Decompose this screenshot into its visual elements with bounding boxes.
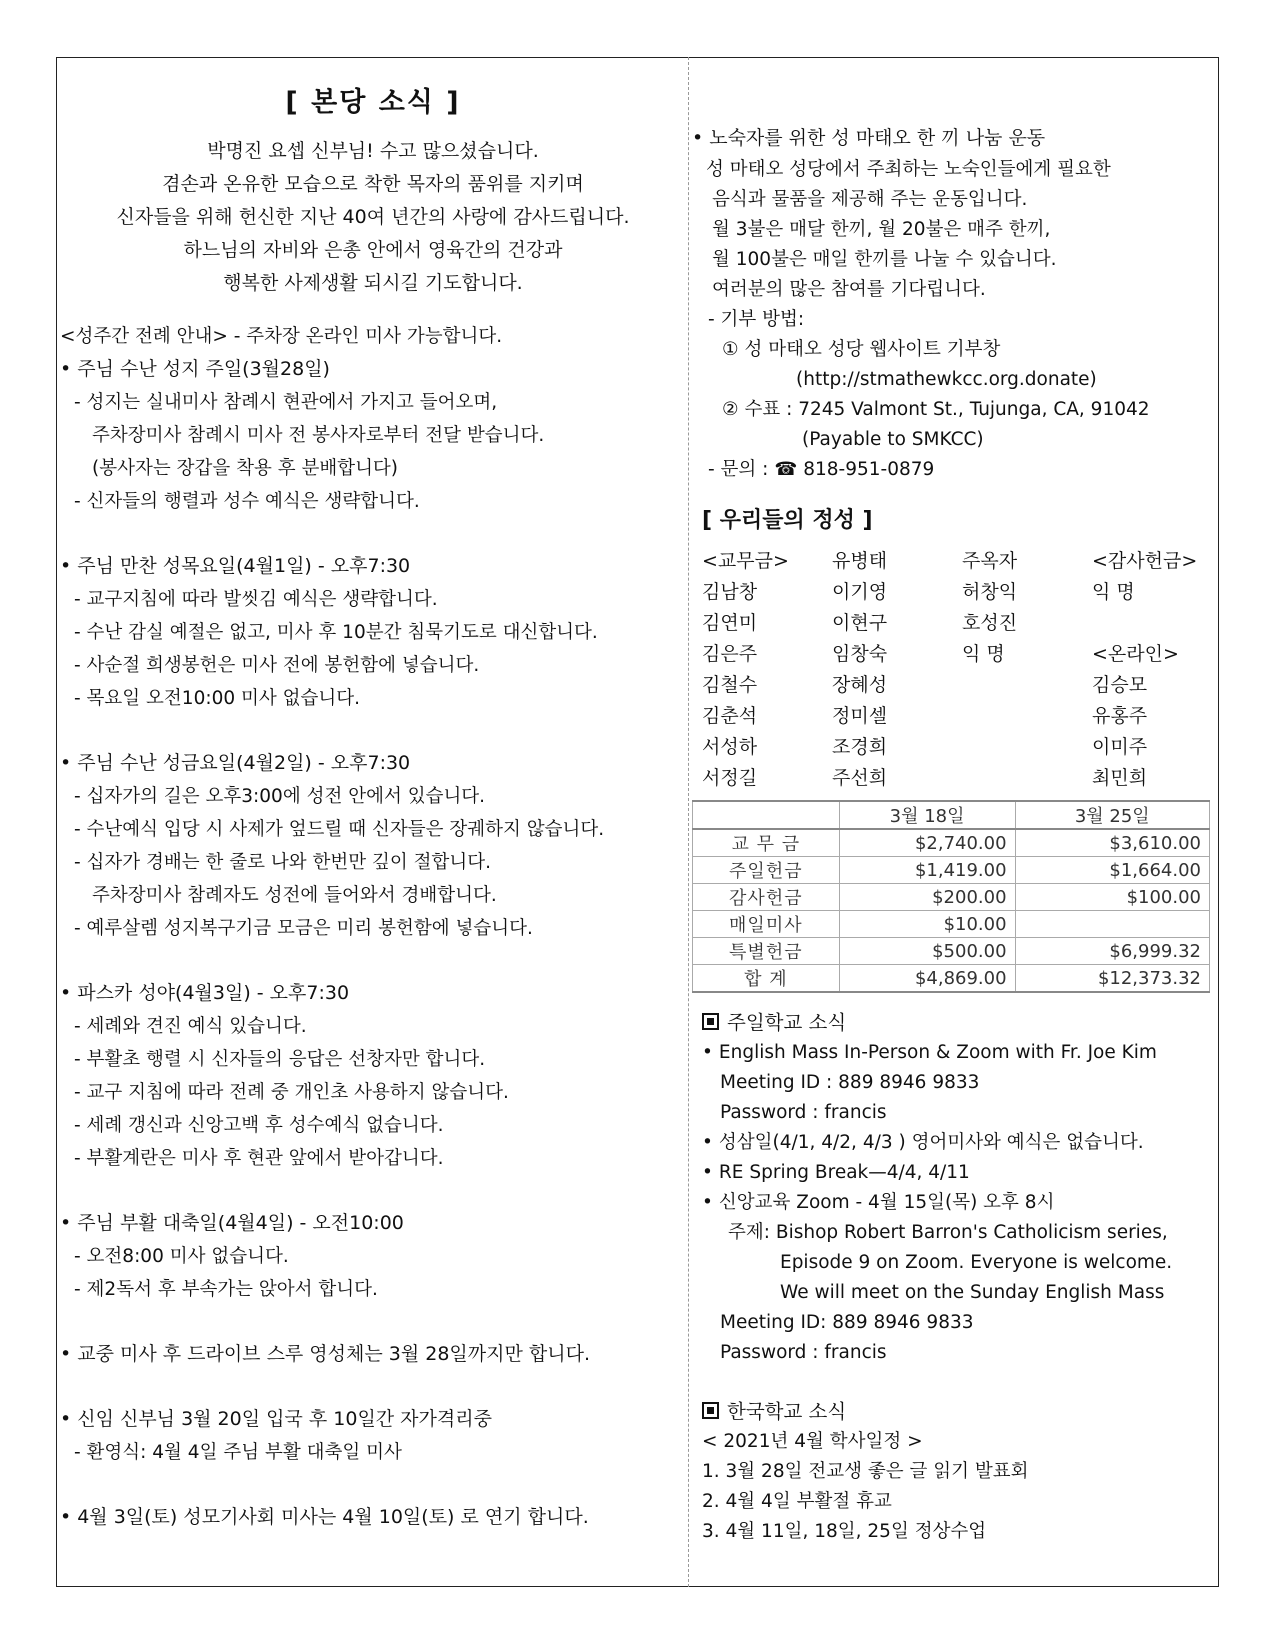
donor-name: 이기영 <box>832 581 888 603</box>
section-item: - 신자들의 행렬과 성수 예식은 생략합니다. <box>74 491 420 512</box>
meeting-password: Password : francis <box>720 1102 887 1123</box>
offering-category: 합 계 <box>693 965 840 993</box>
offering-category: 교 무 금 <box>693 829 840 857</box>
section-item: - 수난 감실 예절은 없고, 미사 후 10분간 침묵기도로 대신합니다. <box>74 622 598 643</box>
section-item: 주차장미사 참례자도 성전에 들어와서 경배합니다. <box>92 885 497 906</box>
donor-name: 호성진 <box>962 612 1018 634</box>
offering-table-header <box>693 801 1210 829</box>
section-gap <box>60 1306 686 1338</box>
sunday-school-item: • 성삼일(4/1, 4/2, 4/3 ) 영어미사와 예식은 없습니다. <box>692 1128 1212 1158</box>
section-heading: • 주님 수난 성금요일(4월2일) - 오후7:30 <box>60 747 686 780</box>
offering-row <box>693 938 1210 965</box>
homeless-line: 여러분의 많은 참여를 기다립니다. <box>712 279 986 300</box>
section-gap <box>60 945 686 977</box>
section-item: 주차장미사 참례시 미사 전 봉사자로부터 전달 받습니다. <box>92 425 545 446</box>
donation-method-website: ① 성 마태오 성당 웹사이트 기부창 <box>722 339 1001 360</box>
donor-name: 익 명 <box>962 643 1005 665</box>
donor-name: 최민희 <box>1092 767 1148 789</box>
donor-name <box>962 732 1092 763</box>
offering-amount: $4,869.00 <box>839 965 1015 993</box>
donor-name: 서정길 <box>702 767 758 789</box>
donor-name: 허창익 <box>962 581 1018 603</box>
offering-amount: $2,740.00 <box>839 829 1015 857</box>
offering-amount: $6,999.32 <box>1015 938 1209 965</box>
schedule-item: 1. 3월 28일 전교생 좋은 글 읽기 발표회 <box>702 1461 1029 1482</box>
sunday-school-item: • English Mass In-Person & Zoom with Fr. Joe Kim <box>692 1038 1212 1068</box>
topic-text: We will meet on the Sunday English Mass <box>780 1282 1165 1303</box>
donor-name: 익 명 <box>1092 581 1135 603</box>
header-cell <box>693 801 840 829</box>
section-item: - 성지는 실내미사 참례시 현관에서 가지고 들어오며, <box>74 392 498 413</box>
donation-method-label: - 기부 방법: <box>708 309 805 330</box>
section-item: (봉사자는 장갑을 착용 후 분배합니다) <box>92 458 399 479</box>
column-divider <box>688 57 689 1587</box>
donor-name: 주옥자 <box>962 550 1018 572</box>
contact-phone[interactable]: 818-951-0879 <box>803 459 935 480</box>
offering-row <box>693 911 1210 938</box>
section-item: - 세례와 견진 예식 있습니다. <box>74 1016 307 1037</box>
offering-category: 감사헌금 <box>693 884 840 911</box>
schedule-item: 2. 4월 4일 부활절 휴교 <box>702 1491 892 1512</box>
donor-name: 김남창 <box>702 581 758 603</box>
donor-name: 유병태 <box>832 550 888 572</box>
section-gap <box>60 1371 686 1403</box>
donor-name: 조경희 <box>832 736 888 758</box>
offering-table <box>692 800 1210 993</box>
payable-to: (Payable to SMKCC) <box>802 429 984 450</box>
korean-school-title: 한국학교 소식 <box>702 1396 1212 1427</box>
donor-name <box>1092 608 1212 639</box>
square-bullet-icon <box>702 1013 719 1030</box>
section-heading: • 파스카 성야(4월3일) - 오후7:30 <box>60 977 686 1010</box>
donor-name: 김은주 <box>702 643 758 665</box>
donation-url-link[interactable]: (http://stmathewkcc.org.donate) <box>796 369 1097 390</box>
section-item: - 십자가 경배는 한 줄로 나와 한번만 깊이 절합니다. <box>74 852 492 873</box>
homeless-line: 월 3불은 매달 한끼, 월 20불은 매주 한끼, <box>712 219 1051 240</box>
section-gap <box>60 715 686 747</box>
section-heading: • 주님 부활 대축일(4월4일) - 오전10:00 <box>60 1207 686 1240</box>
greeting-line: 박명진 요셉 신부님! 수고 많으셨습니다. <box>207 140 539 162</box>
header-cell: 3월 18일 <box>839 801 1015 829</box>
donor-name: 장혜성 <box>832 674 888 696</box>
holy-week-notice: <성주간 전례 안내> - 주차장 온라인 미사 가능합니다. <box>60 326 503 347</box>
sunday-school-item: • RE Spring Break—4/4, 4/11 <box>692 1158 1212 1188</box>
offering-amount: $10.00 <box>839 911 1015 938</box>
donor-name: 정미셀 <box>832 705 888 727</box>
section-item: - 부활계란은 미사 후 현관 앞에서 받아갑니다. <box>74 1148 444 1169</box>
offering-amount: $3,610.00 <box>1015 829 1209 857</box>
greeting-line: 행복한 사제생활 되시길 기도합니다. <box>223 272 523 294</box>
donor-name: 김승모 <box>1092 674 1148 696</box>
donor-name: <온라인> <box>1092 643 1179 665</box>
offering-amount: $1,664.00 <box>1015 857 1209 884</box>
donor-name: <감사헌금> <box>1092 550 1198 572</box>
section-item: - 교구 지침에 따라 전례 중 개인초 사용하지 않습니다. <box>74 1082 509 1103</box>
homeless-line: 음식과 물품을 제공해 주는 운동입니다. <box>712 189 1028 210</box>
offering-category: 매일미사 <box>693 911 840 938</box>
sunday-school-title: 주일학교 소식 <box>702 1007 1212 1038</box>
offering-amount: $1,419.00 <box>839 857 1015 884</box>
offering-row <box>693 884 1210 911</box>
contact-line <box>692 455 1212 485</box>
donor-name: 김철수 <box>702 674 758 696</box>
offering-amount: $500.00 <box>839 938 1015 965</box>
homeless-line: 성 마태오 성당에서 주최하는 노숙인들에게 필요한 <box>706 159 1111 180</box>
offering-amount: $100.00 <box>1015 884 1209 911</box>
homeless-line: 월 100불은 매일 한끼를 나눌 수 있습니다. <box>712 249 1057 270</box>
korean-school-subtitle: < 2021년 4월 학사일정 > <box>702 1431 923 1452</box>
donor-name: 김연미 <box>702 612 758 634</box>
section-heading: • 주님 수난 성지 주일(3월28일) <box>60 353 686 386</box>
section-item: - 예루살렘 성지복구기금 모금은 미리 봉헌함에 넣습니다. <box>74 918 533 939</box>
section-item: - 교구지침에 따라 발씻김 예식은 생략합니다. <box>74 589 438 610</box>
section-item: - 세례 갱신과 신앙고백 후 성수예식 없습니다. <box>74 1115 444 1136</box>
donor-names <box>702 546 1212 794</box>
donor-name: 주선희 <box>832 767 888 789</box>
donor-name: 이현구 <box>832 612 888 634</box>
header-cell: 3월 25일 <box>1015 801 1209 829</box>
donor-name: 임창숙 <box>832 643 888 665</box>
topic-text: Bishop Robert Barron's Catholicism series, <box>775 1222 1168 1243</box>
section-heading: • 주님 만찬 성목요일(4월1일) - 오후7:30 <box>60 550 686 583</box>
donor-name <box>962 670 1092 701</box>
meeting-id: Meeting ID: 889 8946 9833 <box>720 1312 974 1333</box>
section-item: - 목요일 오전10:00 미사 없습니다. <box>74 688 360 709</box>
section-item: - 환영식: 4월 4일 주님 부활 대축일 미사 <box>74 1442 402 1463</box>
donation-method-check: ② 수표 : 7245 Valmont St., Tujunga, CA, 91042 <box>722 399 1150 420</box>
homeless-program-heading: • 노숙자를 위한 성 마태오 한 끼 나눔 운동 <box>692 122 1212 155</box>
donor-name: <교무금> <box>702 550 789 572</box>
meeting-id: Meeting ID : 889 8946 9833 <box>720 1072 980 1093</box>
donor-name: 유홍주 <box>1092 705 1148 727</box>
right-column <box>692 122 1212 1547</box>
left-column <box>60 80 686 1534</box>
topic-label: 주제: <box>728 1222 770 1243</box>
section-item: - 사순절 희생봉헌은 미사 전에 봉헌함에 넣습니다. <box>74 655 480 676</box>
sunday-school-item: • 신앙교육 Zoom - 4월 15일(목) 오후 8시 <box>692 1188 1212 1218</box>
parish-news-title: [ 본당 소식 ] <box>285 87 461 118</box>
topic-text: Episode 9 on Zoom. Everyone is welcome. <box>780 1252 1173 1273</box>
greeting-line: 하느님의 자비와 은총 안에서 영육간의 건강과 <box>183 239 563 261</box>
topic-line <box>692 1218 1212 1248</box>
offering-title: [ 우리들의 정성 ] <box>702 508 873 533</box>
donor-name <box>962 763 1092 794</box>
offering-row <box>693 829 1210 857</box>
section-heading: • 교중 미사 후 드라이브 스루 영성체는 3월 28일까지만 합니다. <box>60 1338 686 1371</box>
offering-category: 특별헌금 <box>693 938 840 965</box>
section-heading: • 4월 3일(토) 성모기사회 미사는 4월 10일(토) 로 연기 합니다. <box>60 1501 686 1534</box>
offering-row <box>693 857 1210 884</box>
schedule-item: 3. 4월 11일, 18일, 25일 정상수업 <box>702 1521 987 1542</box>
donor-name: 이미주 <box>1092 736 1148 758</box>
holy-week-sections <box>60 353 686 1534</box>
donor-name: 서성하 <box>702 736 758 758</box>
section-item: - 제2독서 후 부속가는 앉아서 합니다. <box>74 1279 378 1300</box>
contact-label: - 문의 : <box>708 459 769 480</box>
greeting-line: 신자들을 위해 헌신한 지난 40여 년간의 사랑에 감사드립니다. <box>116 206 630 228</box>
donor-name <box>962 701 1092 732</box>
section-heading: • 신임 신부님 3월 20일 입국 후 10일간 자가격리중 <box>60 1403 686 1436</box>
section-item: - 수난예식 입당 시 사제가 엎드릴 때 신자들은 장궤하지 않습니다. <box>74 819 605 840</box>
offering-category: 주일헌금 <box>693 857 840 884</box>
square-bullet-icon <box>702 1402 719 1419</box>
phone-icon: ☎ <box>774 459 798 480</box>
section-item: - 십자가의 길은 오후3:00에 성전 안에서 있습니다. <box>74 786 486 807</box>
offering-row <box>693 965 1210 993</box>
farewell-greeting <box>60 135 686 300</box>
section-gap <box>60 1175 686 1207</box>
offering-amount <box>1015 911 1209 938</box>
offering-amount: $12,373.32 <box>1015 965 1209 993</box>
meeting-password: Password : francis <box>720 1342 887 1363</box>
section-gap <box>60 518 686 550</box>
section-gap <box>60 1469 686 1501</box>
section-item: - 오전8:00 미사 없습니다. <box>74 1246 289 1267</box>
section-item: - 부활초 행렬 시 신자들의 응답은 선창자만 합니다. <box>74 1049 486 1070</box>
offering-amount: $200.00 <box>839 884 1015 911</box>
greeting-line: 겸손과 온유한 모습으로 착한 목자의 품위를 지키며 <box>162 173 584 195</box>
donor-name: 김춘석 <box>702 705 758 727</box>
